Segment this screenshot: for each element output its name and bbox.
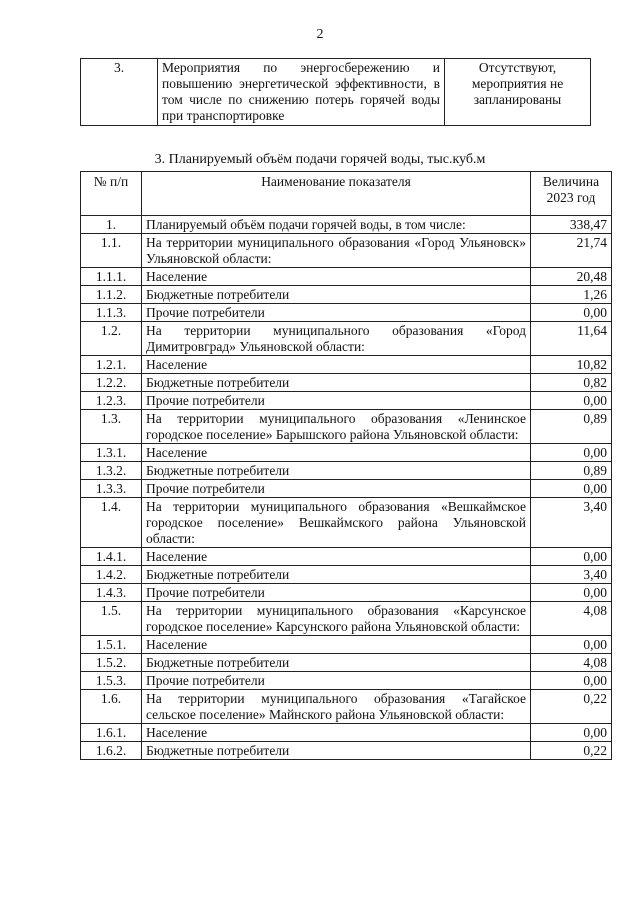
indicator-value: 10,82 (531, 356, 612, 374)
column-header-value: Величина 2023 год (531, 172, 612, 216)
row-number: 1.3. (81, 410, 142, 444)
row-number: 1.5. (81, 602, 142, 636)
indicator-value: 0,00 (531, 444, 612, 462)
indicator-name: Население (142, 356, 531, 374)
row-number: 1.5.1. (81, 636, 142, 654)
table-row (81, 480, 612, 498)
row-number: 1.1.1. (81, 268, 142, 286)
indicator-name: Бюджетные потребители (142, 374, 531, 392)
row-number: 1.1.3. (81, 304, 142, 322)
table-header-row (81, 172, 612, 216)
row-number: 3. (81, 59, 158, 126)
indicator-name: Прочие потребители (142, 480, 531, 498)
row-number: 1.4.1. (81, 548, 142, 566)
indicator-value: 0,00 (531, 584, 612, 602)
indicator-value: 0,89 (531, 410, 612, 444)
indicator-value: 0,00 (531, 636, 612, 654)
table-row (81, 462, 612, 480)
table-row (81, 566, 612, 584)
table-row (81, 59, 591, 126)
row-number: 1.3.1. (81, 444, 142, 462)
indicator-value: 4,08 (531, 602, 612, 636)
indicator-value: 0,00 (531, 672, 612, 690)
indicator-name: Планируемый объём подачи горячей воды, в том числе: (142, 216, 531, 234)
indicator-name: Прочие потребители (142, 584, 531, 602)
row-number: 1.1. (81, 234, 142, 268)
indicator-value: 4,08 (531, 654, 612, 672)
indicator-name: Бюджетные потребители (142, 654, 531, 672)
indicator-value: 11,64 (531, 322, 612, 356)
indicator-value: 0,22 (531, 690, 612, 724)
indicator-value: 0,00 (531, 548, 612, 566)
indicator-name: Население (142, 548, 531, 566)
table-row (81, 356, 612, 374)
table-row (81, 392, 612, 410)
row-number: 1.5.3. (81, 672, 142, 690)
row-number: 1.6. (81, 690, 142, 724)
indicator-name: Бюджетные потребители (142, 566, 531, 584)
indicator-name: Прочие потребители (142, 304, 531, 322)
indicator-name: На территории муниципального образования «Карсунское городское поселение» Карсунского района Ульяновской области: (142, 602, 531, 636)
measures-table (80, 58, 591, 126)
indicator-name: Население (142, 724, 531, 742)
row-number: 1.2.2. (81, 374, 142, 392)
row-number: 1.4.3. (81, 584, 142, 602)
table-row (81, 654, 612, 672)
indicator-value: 0,00 (531, 480, 612, 498)
indicator-name: На территории муниципального образования «Вешкаймское городское поселение» Вешкаймского района Ульяновской области: (142, 498, 531, 548)
row-number: 1.6.1. (81, 724, 142, 742)
indicator-value: 21,74 (531, 234, 612, 268)
column-header-number: № п/п (81, 172, 142, 216)
table-row (81, 410, 612, 444)
table-row (81, 602, 612, 636)
section-title: 3. Планируемый объём подачи горячей воды, тыс.куб.м (154, 152, 486, 167)
row-number: 1.4. (81, 498, 142, 548)
table-row (81, 672, 612, 690)
indicator-value: 0,22 (531, 742, 612, 760)
table-row (81, 498, 612, 548)
indicator-name: Население (142, 268, 531, 286)
row-number: 1.3.2. (81, 462, 142, 480)
row-number: 1.1.2. (81, 286, 142, 304)
indicator-value: 3,40 (531, 498, 612, 548)
table-row (81, 742, 612, 760)
indicator-value: 3,40 (531, 566, 612, 584)
indicator-name: Бюджетные потребители (142, 286, 531, 304)
table-row (81, 584, 612, 602)
indicator-name: Бюджетные потребители (142, 462, 531, 480)
indicator-name: Население (142, 636, 531, 654)
table-row (81, 374, 612, 392)
indicator-name: На территории муниципального образования «Город Ульяновск» Ульяновской области: (142, 234, 531, 268)
table-row (81, 304, 612, 322)
indicator-name: Бюджетные потребители (142, 742, 531, 760)
row-number: 1.2.1. (81, 356, 142, 374)
column-header-name: Наименование показателя (142, 172, 531, 216)
indicator-name: Население (142, 444, 531, 462)
row-number: 1.2.3. (81, 392, 142, 410)
table-row (81, 724, 612, 742)
indicator-name: На территории муниципального образования «Тагайское сельское поселение» Майнского района Ульяновской области: (142, 690, 531, 724)
row-number: 1.3.3. (81, 480, 142, 498)
row-number: 1.4.2. (81, 566, 142, 584)
hot-water-volume-table (80, 171, 612, 760)
indicator-name: На территории муниципального образования «Город Димитровград» Ульяновской области: (142, 322, 531, 356)
indicator-name: Прочие потребители (142, 392, 531, 410)
measure-status: Отсутствуют, мероприятия не запланированы (445, 59, 591, 126)
table-row (81, 690, 612, 724)
table-row (81, 548, 612, 566)
table-row (81, 322, 612, 356)
indicator-value: 0,00 (531, 304, 612, 322)
table-row (81, 268, 612, 286)
indicator-value: 338,47 (531, 216, 612, 234)
table-row (81, 444, 612, 462)
indicator-value: 1,26 (531, 286, 612, 304)
indicator-value: 0,89 (531, 462, 612, 480)
row-number: 1. (81, 216, 142, 234)
table-row (81, 234, 612, 268)
indicator-value: 0,00 (531, 724, 612, 742)
row-number: 1.2. (81, 322, 142, 356)
table-row (81, 286, 612, 304)
table-row (81, 636, 612, 654)
measure-description: Мероприятия по энергосбережению и повышению энергетической эффективности, в том числе по снижению потерь горячей воды при транспортировке (158, 59, 445, 126)
row-number: 1.5.2. (81, 654, 142, 672)
page-number: 2 (316, 27, 324, 42)
indicator-name: На территории муниципального образования «Ленинское городское поселение» Барышского района Ульяновской области: (142, 410, 531, 444)
indicator-value: 20,48 (531, 268, 612, 286)
indicator-name: Прочие потребители (142, 672, 531, 690)
indicator-value: 0,82 (531, 374, 612, 392)
table-row (81, 216, 612, 234)
row-number: 1.6.2. (81, 742, 142, 760)
indicator-value: 0,00 (531, 392, 612, 410)
